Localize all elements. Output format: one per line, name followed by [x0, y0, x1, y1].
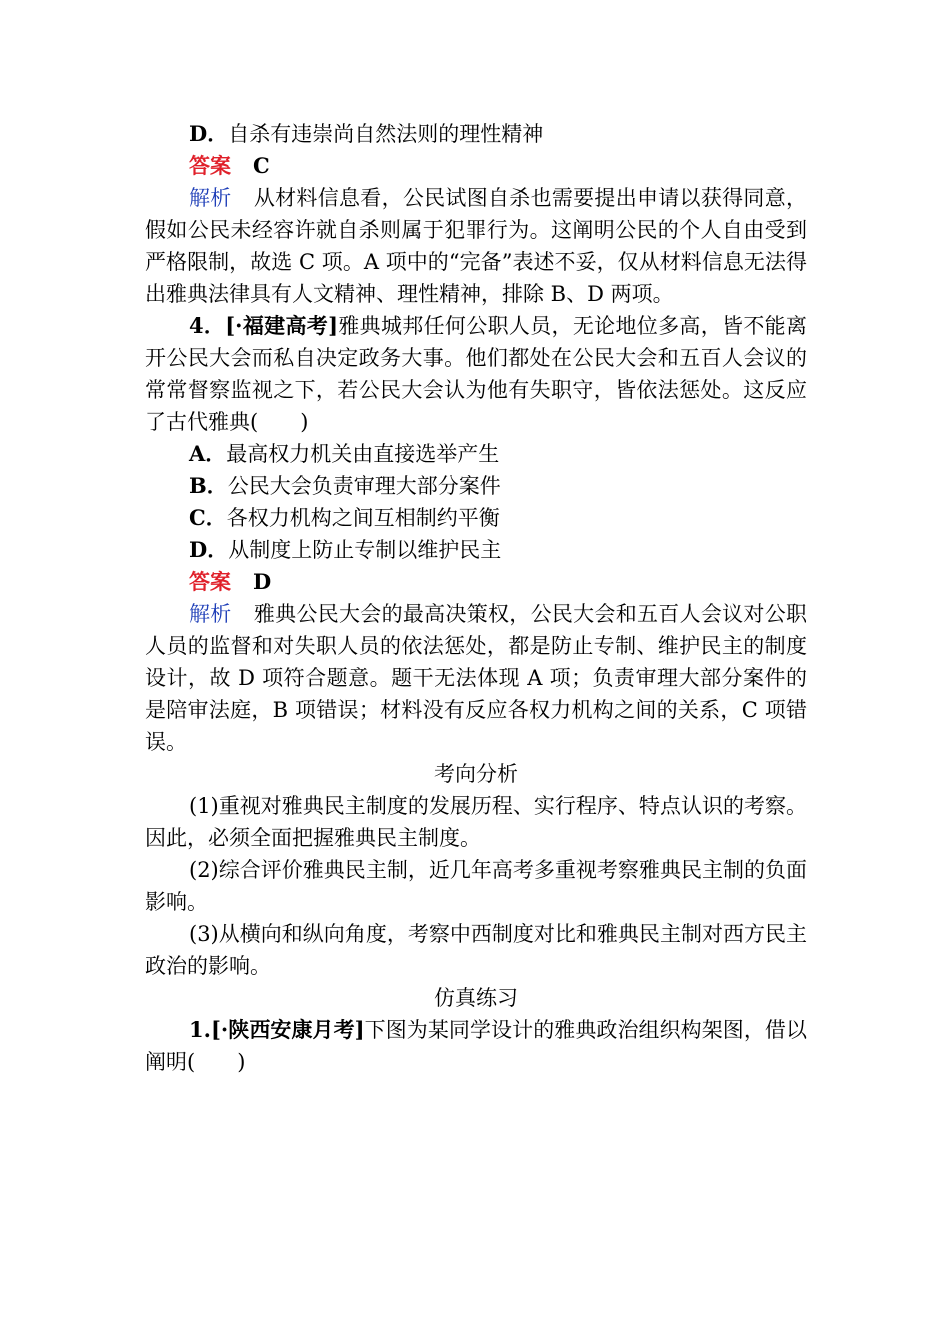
q4-analysis: [145, 598, 807, 758]
q3-answer-value: C: [253, 153, 270, 178]
q3-option-d-letter: D．: [189, 121, 229, 146]
q4-number: 4．: [189, 313, 226, 338]
q3-analysis-text: 从材料信息看，公民试图自杀也需要提出申请以获得同意，假如公民未经容许就自杀则属于犯罪行为。这阐明公民的个人自由受到严格限制，故选 C 项。A 项中的“完备”表述不妥，仅从材料信息无法得出雅典法律具有人文精神、理性精神，排除 B、D 两项。: [145, 186, 808, 306]
q3-option-d: [145, 118, 807, 150]
practice-q1-number: 1.: [189, 1017, 211, 1042]
q4-option-d-letter: D．: [189, 537, 229, 562]
q4-source: [·福建高考]: [225, 313, 339, 338]
q3-answer: [145, 150, 807, 182]
trend-point-2: (2)综合评价雅典民主制，近几年高考多重视考察雅典民主制的负面影响。: [145, 858, 807, 914]
q4-option-a-letter: A．: [189, 441, 227, 466]
q4-stem: [145, 310, 807, 438]
trend-point-3: (3)从横向和纵向角度，考察中西制度对比和雅典民主制对西方民主政治的影响。: [145, 922, 807, 978]
q4-option-b-text: 公民大会负责审理大部分案件: [227, 474, 501, 498]
q4-option-d: [145, 534, 807, 566]
q4-answer-label: 答案: [189, 569, 231, 594]
q4-option-b: [145, 470, 807, 502]
q3-answer-label: 答案: [189, 153, 231, 178]
q4-option-c: [145, 502, 807, 534]
practice-heading: 仿真练习: [434, 986, 518, 1010]
q4-answer-value: D: [253, 569, 272, 594]
trend-heading: 考向分析: [434, 762, 518, 786]
q4-option-c-letter: C．: [189, 505, 227, 530]
q3-analysis-label: 解析: [189, 186, 232, 210]
q4-analysis-text: 雅典公民大会的最高决策权，公民大会和五百人会议对公职人员的监督和对失职人员的依法惩处，都是防止专制、维护民主的制度设计，故 D 项符合题意。题干无法体现 A 项；负责审理大部分案件的是陪审法庭，B 项错误；材料没有反应各权力机构之间的关系，C 项错误。: [145, 602, 808, 754]
q3-option-d-text: 自杀有违崇尚自然法则的理性精神: [228, 122, 544, 146]
practice-q1-stem: 下图为某同学设计的雅典政治组织构架图，借以阐明( ): [145, 1018, 807, 1074]
q4-stem-text: 雅典城邦任何公职人员，无论地位多高，皆不能离开公民大会而私自决定政务大事。他们都处在公民大会和五百人会议的常常督察监视之下，若公民大会认为他有失职守，皆依法惩处。这反应了古代雅典( ): [145, 314, 807, 434]
practice-q1-source: [·陕西安康月考]: [210, 1017, 365, 1042]
q4-option-d-text: 从制度上防止专制以维护民主: [228, 538, 502, 562]
practice-q1: [145, 1014, 807, 1078]
q4-option-b-letter: B．: [189, 473, 228, 498]
q4-option-c-text: 各权力机构之间互相制约平衡: [226, 506, 500, 530]
q3-analysis: [145, 182, 807, 310]
q4-answer: [145, 566, 807, 598]
trend-point-1: (1)重视对雅典民主制度的发展历程、实行程序、特点认识的考察。因此，必须全面把握雅典民主制度。: [145, 794, 807, 850]
q4-option-a: [145, 438, 807, 470]
q4-analysis-label: 解析: [189, 602, 232, 626]
document-body: [145, 118, 807, 1078]
q4-option-a-text: 最高权力机关由直接选举产生: [226, 442, 500, 466]
